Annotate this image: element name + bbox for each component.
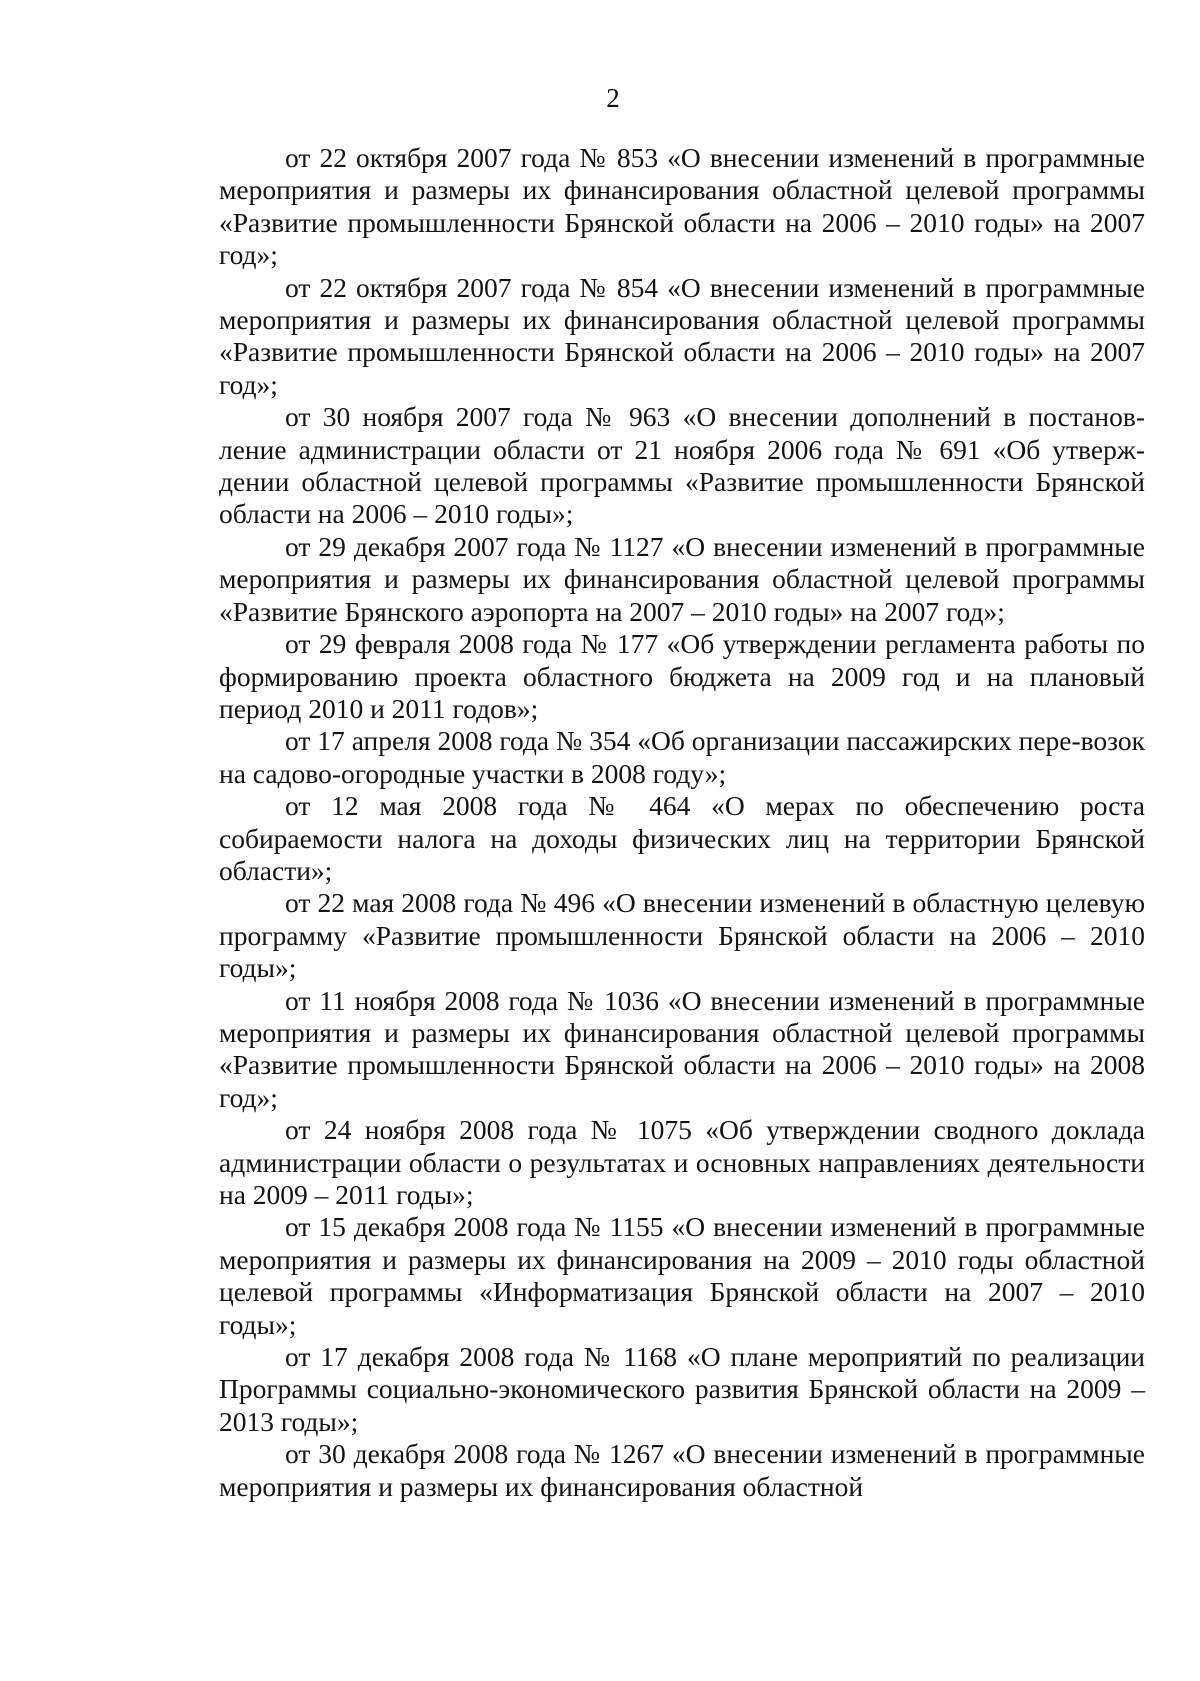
page-number: 2 [606,83,620,113]
paragraph-decree-853: от 22 октября 2007 года № 853 «О внесении изменений в программные мероприятия и размеры их финансирования областной целевой программы «Развитие промышленности Брянской области на 2006 – 2010 годы» на 2007 год»; [219,142,1145,271]
paragraph-decree-496: от 22 мая 2008 года № 496 «О внесении изменений в областную целевую программу «Развитие промышленности Брянской области на 2006 – 2010 годы»; [219,887,1145,984]
paragraph-decree-354: от 17 апреля 2008 года № 354 «Об организации пассажирских пере-возок на садово-огородные участки в 2008 году»; [219,725,1145,789]
paragraph-decree-464: от 12 мая 2008 года № 464 «О мерах по обеспечению роста собираемости налога на доходы физических лиц на территории Брянской области»; [219,790,1145,886]
paragraph-decree-1155: от 15 декабря 2008 года № 1155 «О внесении изменений в программные мероприятия и размеры их финансирования на 2009 – 2010 годы областной целевой программы «Информатизация Брянской области на 2007 – 2010 годы»; [219,1211,1145,1340]
paragraph-decree-1127: от 29 декабря 2007 года № 1127 «О внесении изменений в программные мероприятия и размеры их финансирования областной целевой программы «Развитие Брянского аэропорта на 2007 – 2010 годы» на 2007 год»; [219,530,1145,627]
paragraph-decree-177: от 29 февраля 2008 года № 177 «Об утверждении регламента работы по формированию проекта областного бюджета на 2009 год и на плановый период 2010 и 2011 годов»; [219,628,1145,724]
paragraph-decree-1267: от 30 декабря 2008 года № 1267 «О внесении изменений в программные мероприятия и размеры их финансирования областной [219,1438,1145,1502]
paragraph-decree-963: от 30 ноября 2007 года № 963 «О внесении дополнений в постанов-ление администрации области от 21 ноября 2006 года № 691 «Об утверж-дении областной целевой программы «Развитие промышленности Брянской области на 2006 – 2010 годы»; [219,401,1145,530]
paragraph-decree-1168: от 17 декабря 2008 года № 1168 «О плане мероприятий по реализации Программы социально-экономического развития Брянской области на 2009 – 2013 годы»; [219,1341,1145,1437]
paragraph-decree-1075: от 24 ноября 2008 года № 1075 «Об утверждении сводного доклада администрации области о результатах и основных направлениях деятельности на 2009 – 2011 годы»; [219,1114,1145,1210]
paragraph-decree-854: от 22 октября 2007 года № 854 «О внесении изменений в программные мероприятия и размеры их финансирования областной целевой программы «Развитие промышленности Брянской области на 2006 – 2010 годы» на 2007 год»; [219,271,1145,400]
document-body [219,142,1145,1503]
paragraph-decree-1036: от 11 ноября 2008 года № 1036 «О внесении изменений в программные мероприятия и размеры их финансирования областной целевой программы «Развитие промышленности Брянской области на 2006 – 2010 годы» на 2008 год»; [219,984,1145,1113]
